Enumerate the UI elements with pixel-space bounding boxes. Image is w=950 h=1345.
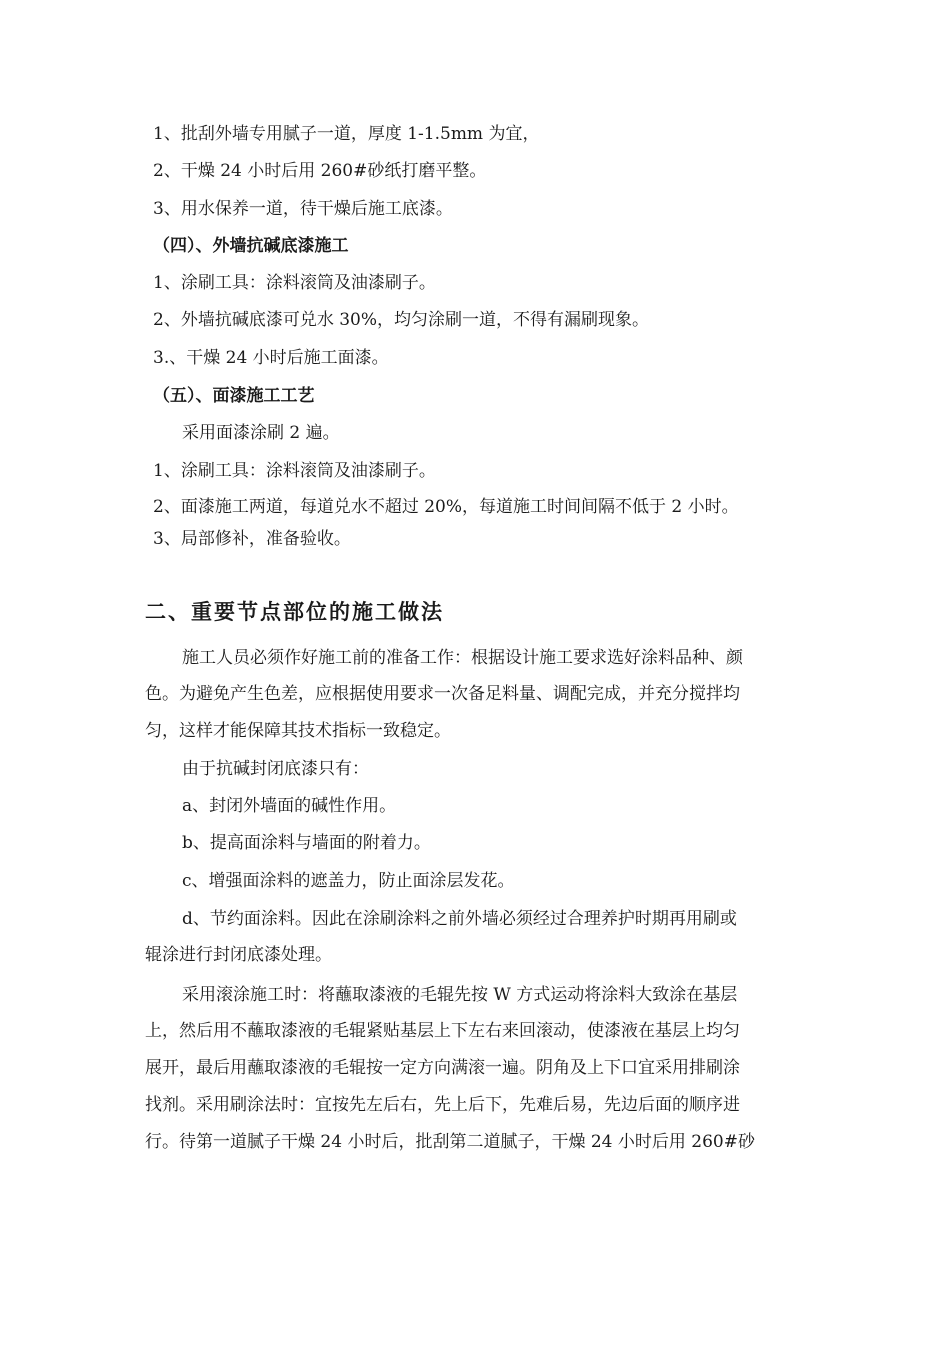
step-item: 3、用水保养一道，待干燥后施工底漆。	[153, 199, 453, 219]
subsection-heading: （四）、外墙抗碱底漆施工	[153, 236, 349, 256]
paragraph-line: 展开，最后用蘸取漆液的毛辊按一定方向满滚一遍。阴角及上下口宜采用排刷涂	[145, 1058, 740, 1078]
paragraph-line: 施工人员必须作好施工前的准备工作：根据设计施工要求选好涂料品种、颜	[182, 648, 743, 668]
subsection-intro: 采用面漆涂刷 2 遍。	[182, 423, 340, 443]
section-title: 二、重要节点部位的施工做法	[145, 599, 444, 624]
paragraph-line: 找剂。采用刷涂法时：宜按先左后右，先上后下，先难后易，先边后面的顺序进	[145, 1095, 740, 1115]
step-item: 1、涂刷工具：涂料滚筒及油漆刷子。	[153, 273, 436, 293]
paragraph-line: 由于抗碱封闭底漆只有：	[182, 759, 369, 779]
list-item: b、提高面涂料与墙面的附着力。	[182, 833, 431, 853]
list-item: a、封闭外墙面的碱性作用。	[182, 796, 397, 816]
list-item: c、增强面涂料的遮盖力，防止面涂层发花。	[182, 871, 515, 891]
step-item: 1、涂刷工具：涂料滚筒及油漆刷子。	[153, 461, 436, 481]
paragraph-line: 行。待第一道腻子干燥 24 小时后，批刮第二道腻子，干燥 24 小时后用 260#砂	[145, 1132, 755, 1152]
step-item: 1、批刮外墙专用腻子一道，厚度 1-1.5mm 为宜，	[153, 124, 540, 144]
step-item: 2、面漆施工两道，每道兑水不超过 20%，每道施工时间间隔不低于 2 小时。	[153, 497, 739, 517]
subsection-heading: （五）、面漆施工工艺	[153, 386, 315, 406]
step-item: 2、外墙抗碱底漆可兑水 30%，均匀涂刷一道，不得有漏刷现象。	[153, 310, 650, 330]
paragraph-line: 辊涂进行封闭底漆处理。	[145, 945, 332, 965]
paragraph-line: 上，然后用不蘸取漆液的毛辊紧贴基层上下左右来回滚动，使漆液在基层上均匀	[145, 1021, 740, 1041]
paragraph-line: d、节约面涂料。因此在涂刷涂料之前外墙必须经过合理养护时期再用刷或	[182, 909, 737, 929]
step-item: 3.、干燥 24 小时后施工面漆。	[153, 348, 389, 368]
step-item: 2、干燥 24 小时后用 260#砂纸打磨平整。	[153, 161, 487, 181]
paragraph-line: 采用滚涂施工时：将蘸取漆液的毛辊先按 W 方式运动将涂料大致涂在基层	[182, 985, 738, 1005]
paragraph-line: 匀，这样才能保障其技术指标一致稳定。	[145, 721, 451, 741]
step-item: 3、局部修补，准备验收。	[153, 529, 351, 549]
paragraph-line: 色。为避免产生色差，应根据使用要求一次备足料量、调配完成，并充分搅拌均	[145, 684, 740, 704]
